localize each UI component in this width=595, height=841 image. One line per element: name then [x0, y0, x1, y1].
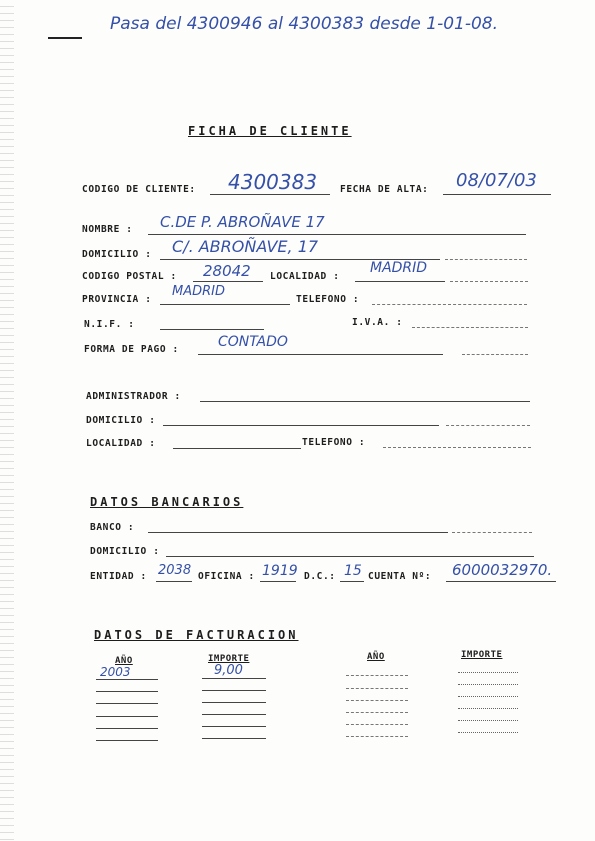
importe-row-line	[202, 678, 266, 679]
entidad-value: 2038	[158, 563, 192, 578]
ano-row-line	[96, 728, 158, 729]
importe-value: 9,00	[214, 663, 243, 678]
ano-row-line-2	[346, 736, 408, 737]
codigo-postal-label: CODIGO POSTAL :	[82, 271, 177, 282]
telefono-line	[372, 304, 527, 305]
administrador-label: ADMINISTRADOR :	[86, 391, 181, 402]
oficina-label: OFICINA :	[198, 571, 255, 582]
admin-domicilio-line-ext	[446, 425, 530, 426]
localidad-value: MADRID	[370, 260, 428, 276]
codigo-cliente-label: CODIGO DE CLIENTE:	[82, 184, 196, 195]
codigo-postal-line	[193, 281, 263, 282]
ano-row-line-2	[346, 675, 408, 676]
ano-row-line	[96, 679, 158, 680]
importe-row-line-2	[458, 684, 518, 685]
ano-column-label-1: AÑO	[115, 656, 133, 666]
importe-row-line-2	[458, 672, 518, 673]
nif-line	[160, 329, 264, 330]
dc-value: 15	[344, 563, 362, 579]
datos-facturacion-heading: DATOS DE FACTURACION	[94, 628, 299, 642]
domicilio-value: C/. ABROÑAVE, 17	[172, 237, 319, 256]
admin-localidad-label: LOCALIDAD :	[86, 438, 156, 449]
dc-line	[340, 581, 364, 582]
ano-row-line-2	[346, 688, 408, 689]
banco-line	[148, 532, 448, 533]
localidad-line	[355, 281, 445, 282]
ano-value: 2003	[100, 665, 131, 679]
nombre-line	[148, 234, 526, 235]
nombre-label: NOMBRE :	[82, 224, 133, 235]
ano-row-line	[96, 703, 158, 704]
importe-row-line	[202, 702, 266, 703]
entidad-label: ENTIDAD :	[90, 571, 147, 582]
ano-column-label-2: AÑO	[367, 652, 385, 662]
forma-pago-line-ext	[462, 354, 528, 355]
provincia-line	[160, 304, 290, 305]
banco-domicilio-label: DOMICILIO :	[90, 546, 160, 557]
banco-label: BANCO :	[90, 522, 135, 533]
importe-row-line	[202, 738, 266, 739]
importe-row-line	[202, 714, 266, 715]
datos-bancarios-heading: DATOS BANCARIOS	[90, 495, 244, 509]
forma-pago-line	[198, 354, 443, 355]
handwritten-note: Pasa del 4300946 al 4300383 desde 1-01-08.	[110, 14, 499, 34]
codigo-cliente-line	[210, 194, 330, 195]
entidad-line	[156, 581, 192, 582]
pen-stroke	[48, 37, 82, 39]
fecha-alta-value: 08/07/03	[456, 170, 537, 191]
importe-row-line-2	[458, 732, 518, 733]
codigo-postal-value: 28042	[203, 262, 251, 280]
oficina-line	[260, 581, 296, 582]
ano-row-line-2	[346, 724, 408, 725]
fecha-alta-label: FECHA DE ALTA:	[340, 184, 429, 195]
importe-row-line-2	[458, 708, 518, 709]
admin-telefono-label: TELEFONO :	[302, 437, 366, 448]
ano-row-line	[96, 716, 158, 717]
banco-line-ext	[452, 532, 532, 533]
admin-domicilio-line	[163, 425, 439, 426]
oficina-value: 1919	[262, 563, 298, 579]
ano-row-line	[96, 691, 158, 692]
iva-line	[412, 327, 528, 328]
form-title: FICHA DE CLIENTE	[188, 124, 352, 138]
dc-label: D.C.:	[304, 571, 336, 582]
cuenta-value: 6000032970.	[452, 561, 553, 579]
iva-label: I.V.A. :	[352, 317, 403, 328]
provincia-value: MADRID	[172, 284, 225, 299]
importe-column-label-1: IMPORTE	[208, 654, 250, 664]
importe-column-label-2: IMPORTE	[461, 650, 503, 660]
importe-row-line	[202, 726, 266, 727]
fecha-alta-line	[443, 194, 551, 195]
ano-row-line	[96, 740, 158, 741]
ano-row-line-2	[346, 700, 408, 701]
ano-row-line-2	[346, 712, 408, 713]
admin-domicilio-label: DOMICILIO :	[86, 415, 156, 426]
localidad-line-ext	[450, 281, 528, 282]
binding-edge	[0, 0, 14, 841]
domicilio-line-ext	[445, 259, 527, 260]
cuenta-label: CUENTA Nº:	[368, 571, 432, 582]
admin-localidad-line	[173, 448, 301, 449]
domicilio-label: DOMICILIO :	[82, 249, 152, 260]
importe-row-line-2	[458, 696, 518, 697]
admin-telefono-line	[383, 447, 531, 448]
provincia-label: PROVINCIA :	[82, 294, 152, 305]
importe-row-line	[202, 690, 266, 691]
forma-pago-value: CONTADO	[218, 334, 288, 350]
administrador-line	[200, 401, 530, 402]
banco-domicilio-line	[166, 556, 534, 557]
nombre-value: C.DE P. ABROÑAVE 17	[160, 213, 325, 231]
forma-pago-label: FORMA DE PAGO :	[84, 344, 179, 355]
telefono-label: TELEFONO :	[296, 294, 360, 305]
cuenta-line	[446, 581, 556, 582]
codigo-cliente-value: 4300383	[228, 170, 318, 194]
localidad-label: LOCALIDAD :	[270, 271, 340, 282]
nif-label: N.I.F. :	[84, 319, 135, 330]
importe-row-line-2	[458, 720, 518, 721]
